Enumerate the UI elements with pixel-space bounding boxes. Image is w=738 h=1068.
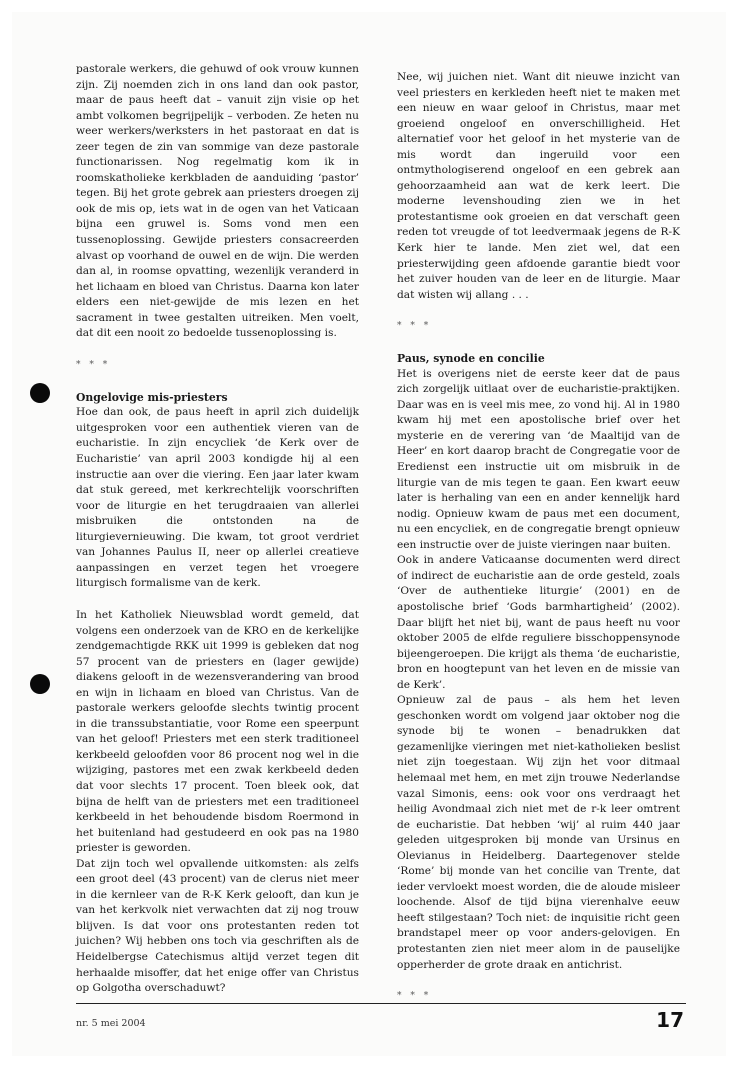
punch-hole-bottom xyxy=(30,674,50,694)
left-section-paragraph-3: Dat zijn toch wel opvallende uitkomsten: als zelfs een groot deel (43 procent) van de clerus niet meer in die kernleer van de R-K Kerk gelooft, dan kun je van het kerkvolk niet verwachten dat zij nog trouw blijven. Is dat voor ons protestanten reden tot juichen? Wij hebben ons toch via geschriften als de Heidelbergse Catechismus altijd verzet tegen dit herhaalde misoffer, dat het enige offer van Christus op Golgotha overschaduwt? xyxy=(76,857,359,995)
footer-rule xyxy=(76,1003,686,1004)
page-number: 17 xyxy=(656,1008,684,1032)
section-separator: * * * xyxy=(76,359,111,370)
left-section-paragraph-1: Hoe dan ook, de paus heeft in april zich duidelijk uitgesproken voor een authentiek vieren van de eucharistie. In zijn encycliek ‘de Kerk over de Eucharistie’ van april 2003 kondigde hij al een instructie aan over die viering. Een jaar later kwam dat stuk gereed, met kerkrechtelijk voorschriften voor de liturgie en het terugdraaien van allerlei misbruiken die ontstonden na de liturgievernieuwing. Die kwam, tot groot verdriet van Johannes Paulus II, neer op allerlei creatieve aanpassingen en verzet tegen het vroegere liturgisch formalisme van de kerk. xyxy=(76,406,359,590)
section-heading-paus-synode: Paus, synode en concilie xyxy=(397,352,545,366)
right-section-paragraph-2: Ook in andere Vaticaanse documenten werd direct of indirect de eucharistie aan de orde gesteld, zoals ‘Over de authentieke liturgie’ (2001) en de apostolische brief ‘Gods barmhartigheid’ (2002). Daar blijft het niet bij, want de paus heeft nu voor oktober 2005 de elfde reguliere bisschoppensynode bijeengeroepen. Die krijgt als thema ‘de eucharistie, bron en hoogtepunt van het leven en de missie van de Kerk’. xyxy=(397,554,680,691)
right-column xyxy=(397,70,680,1021)
punch-hole-top xyxy=(30,383,50,403)
right-intro-paragraph: Nee, wij juichen niet. Want dit nieuwe inzicht van veel priesters en kerkleden heeft niet te maken met een nieuw en waar geloof in Christus, maar met groeiend ongeloof en onverschilligheid. Het alternatief voor het geloof in het mysterie van de mis wordt dan ingeruild voor een ontmythologiserend ongeloof en een gebrek aan gehoorzaamheid aan wat de kerk leert. Die moderne levenshouding zien we in het protestantisme ook groeien en dat verschaft geen reden tot vreugde of tot leedvermaak jegens de R-K Kerk hier te lande. Men ziet wel, dat een priesterwijding geen afdoende garantie biedt voor het zuiver houden van de leer en de liturgie. Maar dat wisten wij allang . . . xyxy=(397,71,680,301)
right-section-paragraph-1: Het is overigens niet de eerste keer dat de paus zich zorgelijk uitlaat over de eucharistie-praktijken. Daar was en is veel mis mee, zo vond hij. Al in 1980 kwam hij met een apostolische brief over het mysterie en de verering van ‘de Maaltijd van de Heer’ en kort daarop bracht de Congregatie voor de Eredienst een instructie uit om misbruik in de liturgie van de mis tegen te gaan. Een kwart eeuw later is herhaling van een en ander kennelijk hard nodig. Opnieuw kwam de paus met een document, nu een encycliek, en de congregatie brengt opnieuw een instructie over de juiste vieringen naar buiten. xyxy=(397,367,680,551)
left-intro-paragraph: pastorale werkers, die gehuwd of ook vrouw kunnen zijn. Zij noemden zich in ons land dan ook pastor, maar de paus heeft dat – vanuit zijn visie op het ambt volkomen begrijpelijk – verboden. Ze heten nu weer werkers/werksters in het pastoraat en dat is zeer tegen de zin van sommige van deze pastorale functionarissen. Nog regelmatig kom ik in roomskatholieke kerkbladen de aanduiding ‘pastor’ tegen. Bij het grote gebrek aan priesters droegen zij ook de mis op, iets wat in de ogen van het Vaticaan bijna een gruwel is. Soms vond men een tussenoplossing. Gewijde priesters consacreerden alvast op voorhand de ouwel en de wijn. Die werden dan al, in roomse opvatting, wezenlijk veranderd in het lichaam en bloed van Christus. Daarna kon later elders een niet-gewijde de mis lezen en het sacrament in twee gestalten uitreiken. Men voelt, dat dit een nooit zo bedoelde tussenoplossing is. xyxy=(76,63,359,340)
section-heading-ongelovige: Ongelovige mis-priesters xyxy=(76,390,228,404)
right-section-paragraph-3: Opnieuw zal de paus – als hem het leven geschonken wordt om volgend jaar oktober nog die synode bij te wonen – benadrukken dat gezamenlijke vieringen met niet-katholieken beslist niet zijn toegestaan. Wij zijn het voor ditmaal helemaal met hem, en met zijn trouwe Nederlandse vazal Simonis, eens: ook voor ons verdraagt het heilig Avondmaal zich niet met de r-k leer omtrent de eucharistie. Dat hebben ‘wij’ al ruim 440 jaar geleden uitgesproken bij monde van Ursinus en Olevianus in Heidelberg. Daartegenover stelde ‘Rome’ bij monde van het concilie van Trente, dat ieder vervloekt moest worden, die de aloude misleer loochende. Alsof de tijd bijna vierenhalve eeuw heeft stilgestaan? Toch niet: de inquisitie richt geen brandstapel meer op voor anders-gelovigen. En protestanten zien niet meer alom in de pauselijke opperherder de grote draak en antichrist. xyxy=(397,694,680,971)
section-separator: * * * xyxy=(397,321,432,332)
left-section-paragraph-2: In het Katholiek Nieuwsblad wordt gemeld, dat volgens een onderzoek van de KRO en de kerkelijke zendgemachtigde RKK uit 1999 is gebleken dat nog 57 procent van de priesters en (lager gewijde) diakens gelooft in de wezensverandering van brood en wijn in lichaam en bloed van Christus. Van de pastorale werkers geloofde slechts twintig procent in die transsubstantiatie, voor Rome een speerpunt van het geloof! Priesters met een sterk traditioneel kerkbeeld geloofden voor 86 procent nog wel in die wijziging, pastores met een zwak kerkbeeld deden dat voor slechts 17 procent. Toen bleek ook, dat bijna de helft van de priesters met een traditioneel kerkbeeld in het behoudende bisdom Roermond in het buitenland had gestudeerd en ook pas na 1980 priester is geworden. xyxy=(76,608,359,855)
left-column xyxy=(76,62,359,997)
issue-label: nr. 5 mei 2004 xyxy=(76,1018,146,1029)
closing-separator: * * * xyxy=(397,991,432,1002)
